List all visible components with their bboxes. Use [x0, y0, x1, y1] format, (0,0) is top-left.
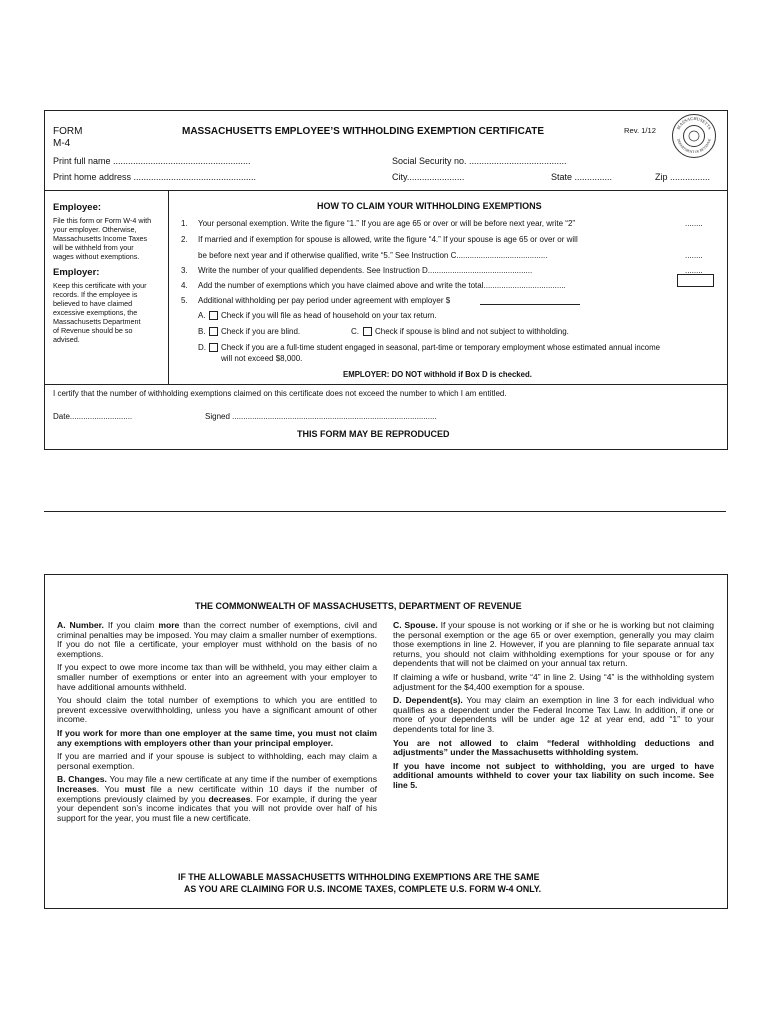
checkbox-c-label: C. — [351, 327, 359, 336]
footer-line-1: IF THE ALLOWABLE MASSACHUSETTS WITHHOLDING EXEMPTIONS ARE THE SAME — [178, 872, 540, 882]
line-1-dots: ........ — [685, 219, 703, 228]
line-3-number: 3. — [181, 266, 188, 275]
instructions-heading: HOW TO CLAIM YOUR WITHHOLDING EXEMPTIONS — [317, 201, 542, 211]
section-b-text-2: . You — [96, 783, 125, 794]
seal-top-text: MASSACHUSETTS — [675, 115, 712, 130]
header-divider — [44, 190, 728, 191]
checkbox-d[interactable] — [209, 343, 218, 352]
dor-seal-icon — [672, 114, 716, 158]
state-field[interactable]: State ............... — [551, 172, 613, 182]
section-b-para — [57, 775, 377, 823]
form-revision: Rev. 1/12 — [624, 126, 656, 135]
svg-text:DEPARTMENT OF REVENUE — [676, 137, 712, 154]
section-b-text-1: You may file a new certificate at any time if the number of exemptions — [106, 774, 377, 785]
section-a-text-1: If you claim — [103, 620, 159, 630]
employer-text-4: Massachusetts Department — [53, 317, 141, 326]
employer-text-0: Keep this certificate with your — [53, 281, 147, 290]
section-a-more: more — [158, 620, 180, 630]
section-b-text-3: file a new certificate within 10 days if the number of exemptions previously claimed by you — [57, 783, 377, 804]
section-d-para-2: You are not allowed to claim “federal withholding deductions and adjustments” under the Massachusetts withholding system. — [393, 737, 714, 758]
section-c-title: C. Spouse. — [393, 620, 438, 630]
employer-text-5: of Revenue should be so — [53, 326, 133, 335]
line-2-number: 2. — [181, 235, 188, 244]
section-d-title: D. Dependent(s). — [393, 695, 463, 706]
line-4-number: 4. — [181, 281, 188, 290]
section-a-para-4: If you work for more than one employer at the same time, you must not claim any exemptions with employers other than your principal employer. — [57, 727, 377, 748]
left-column — [57, 621, 377, 823]
line-2-text-a: If married and if exemption for spouse is allowed, write the figure “4.” If your spouse is age 65 or over or will — [198, 235, 578, 244]
section-c-text-1: If your spouse is not working or if she or he is working but not claiming the personal exemption or the age 65 or over exemption, generally you may claim those exemptions in line 2. However, if you are planning to file separate annual tax returns, you should not claim withholding exemptions for your spouse or for any dependents that will not be claimed on your annual tax return. — [393, 620, 714, 669]
line-1-text: Your personal exemption. Write the figure “1.” If you are age 65 or over or will be before next year, write “2” — [198, 219, 576, 228]
employee-heading: Employee: — [53, 202, 102, 213]
section-d-para-3: If you have income not subject to withholding, you are urged to have additional amounts withheld to cover your tax liability on such income. See line 5. — [393, 760, 714, 790]
zip-field[interactable]: Zip ................ — [655, 172, 711, 182]
line-3-dots: ........ — [685, 266, 703, 275]
certification-divider — [44, 384, 728, 385]
employer-note: EMPLOYER: DO NOT withhold if Box D is checked. — [343, 370, 532, 379]
section-d-para-1 — [393, 696, 714, 734]
form-label: FORM — [53, 126, 83, 137]
seal-text-ring — [672, 114, 716, 158]
certification-statement: I certify that the number of withholding exemptions claimed on this certificate does not exceed the number to which I am entitled. — [53, 389, 507, 398]
line-5-amount-input[interactable] — [480, 304, 580, 305]
reproduce-notice: THIS FORM MAY BE REPRODUCED — [297, 429, 450, 439]
page-cut-line — [44, 511, 726, 512]
employee-text-2: Massachusetts Income Taxes — [53, 234, 148, 243]
employer-text-2: believed to have claimed — [53, 299, 133, 308]
employee-text-0: File this form or Form W-4 with — [53, 216, 152, 225]
form-title: MASSACHUSETTS EMPLOYEE’S WITHHOLDING EXEMPTION CERTIFICATE — [182, 126, 545, 137]
date-field[interactable]: Date............................ — [53, 412, 133, 421]
checkbox-a-label: A. — [198, 311, 206, 320]
line-2-text-b: be before next year and if otherwise qualified, write “5.” See Instruction C......................................... — [198, 251, 548, 260]
seal-center-mark — [689, 131, 699, 141]
back-heading: THE COMMONWEALTH OF MASSACHUSETTS, DEPARTMENT OF REVENUE — [195, 601, 522, 611]
section-b-title: B. Changes. — [57, 774, 107, 785]
checkbox-a[interactable] — [209, 311, 218, 320]
line-3-text: Write the number of your qualified dependents. See Instruction D............................................... — [198, 266, 533, 275]
section-a-para-3: You should claim the total number of exemptions to which you are entitled to prevent excessive overwithholding, unless you have a significant amount of other income. — [57, 695, 377, 725]
section-a-title: A. Number. — [57, 620, 104, 630]
full-name-field[interactable]: Print full name ....................................................... — [53, 156, 251, 166]
section-b-decreases: decreases — [208, 793, 251, 804]
employee-text-1: your employer. Otherwise, — [53, 225, 137, 234]
line-4-total-box[interactable] — [677, 274, 714, 287]
employer-text-6: advised. — [53, 335, 80, 344]
form-number: M-4 — [53, 138, 71, 149]
footer-line-2: AS YOU ARE CLAIMING FOR U.S. INCOME TAXES, COMPLETE U.S. FORM W-4 ONLY. — [184, 884, 542, 894]
section-b-text-4: . For example, if during the year your dependent son’s income indicates that you will not provide over half of his support for the year, you must file a new certificate. — [57, 793, 377, 823]
line-5-number: 5. — [181, 296, 188, 305]
svg-text:MASSACHUSETTS — [675, 115, 712, 130]
ssn-field[interactable]: Social Security no. ....................................... — [392, 156, 567, 166]
checkbox-a-text: Check if you will file as head of household on your tax return. — [221, 311, 437, 320]
seal-bottom-text: DEPARTMENT OF REVENUE — [675, 137, 712, 154]
section-c-para-2: If claiming a wife or husband, write “4” in line 2. Using “4” is the withholding system adjustment for the $4,400 exemption for a spouse. — [393, 671, 714, 692]
line-2-dots: ........ — [685, 251, 703, 260]
checkbox-d-label: D. — [198, 343, 206, 352]
section-a-para-5: If you are married and if your spouse is subject to withholding, each may claim a personal exemption. — [57, 751, 377, 771]
section-a-text-2: than the correct number of exemptions, civil and criminal penalties may be imposed. You may claim a smaller number of exemptions. If you do not file a certificate, your employer must withhold on the basis of no exemptions. — [57, 620, 377, 659]
checkbox-b-label: B. — [198, 327, 206, 336]
section-b-increases: Increases — [57, 783, 97, 794]
section-d-text-1: You may claim an exemption in line 3 for each individual who qualifies as a dependent under the Federal Income Tax Law. In addition, if one or more of your dependents will be under age 12 at year end, add “1” to your dependents total for line 3. — [393, 695, 714, 734]
signature-field[interactable]: Signed ............................................................................................ — [205, 412, 437, 421]
city-field[interactable]: City....................... — [392, 172, 465, 182]
section-b-must: must — [124, 783, 146, 794]
line-1-number: 1. — [181, 219, 188, 228]
employer-text-1: records. If the employee is — [53, 290, 138, 299]
checkbox-b-text: Check if you are blind. — [221, 327, 301, 336]
sidebar-divider — [168, 190, 169, 384]
section-a-para-2: If you expect to owe more income tax than will be withheld, you may either claim a smaller number of exemptions or enter into an agreement with your employer to have additional amounts withheld. — [57, 662, 377, 692]
section-c-para-1 — [393, 621, 714, 669]
checkbox-c[interactable] — [363, 327, 372, 336]
checkbox-b[interactable] — [209, 327, 218, 336]
checkbox-d-text-2: will not exceed $8,000. — [221, 354, 303, 363]
home-address-field[interactable]: Print home address ................................................. — [53, 172, 257, 182]
employer-heading: Employer: — [53, 267, 100, 278]
employee-text-3: will be withheld from your — [53, 243, 134, 252]
line-5-text: Additional withholding per pay period under agreement with employer $ — [198, 296, 451, 305]
section-a-para-1 — [57, 621, 377, 659]
employee-text-4: wages without exemptions. — [53, 252, 140, 261]
line-4-text: Add the number of exemptions which you have claimed above and write the total..................................... — [198, 281, 566, 290]
checkbox-d-text-1: Check if you are a full-time student engaged in seasonal, part-time or temporary employment whose estimated annual income — [221, 343, 661, 352]
employer-text-3: excessive exemptions, the — [53, 308, 138, 317]
right-column — [393, 621, 714, 791]
checkbox-c-text: Check if spouse is blind and not subject to withholding. — [375, 327, 569, 336]
